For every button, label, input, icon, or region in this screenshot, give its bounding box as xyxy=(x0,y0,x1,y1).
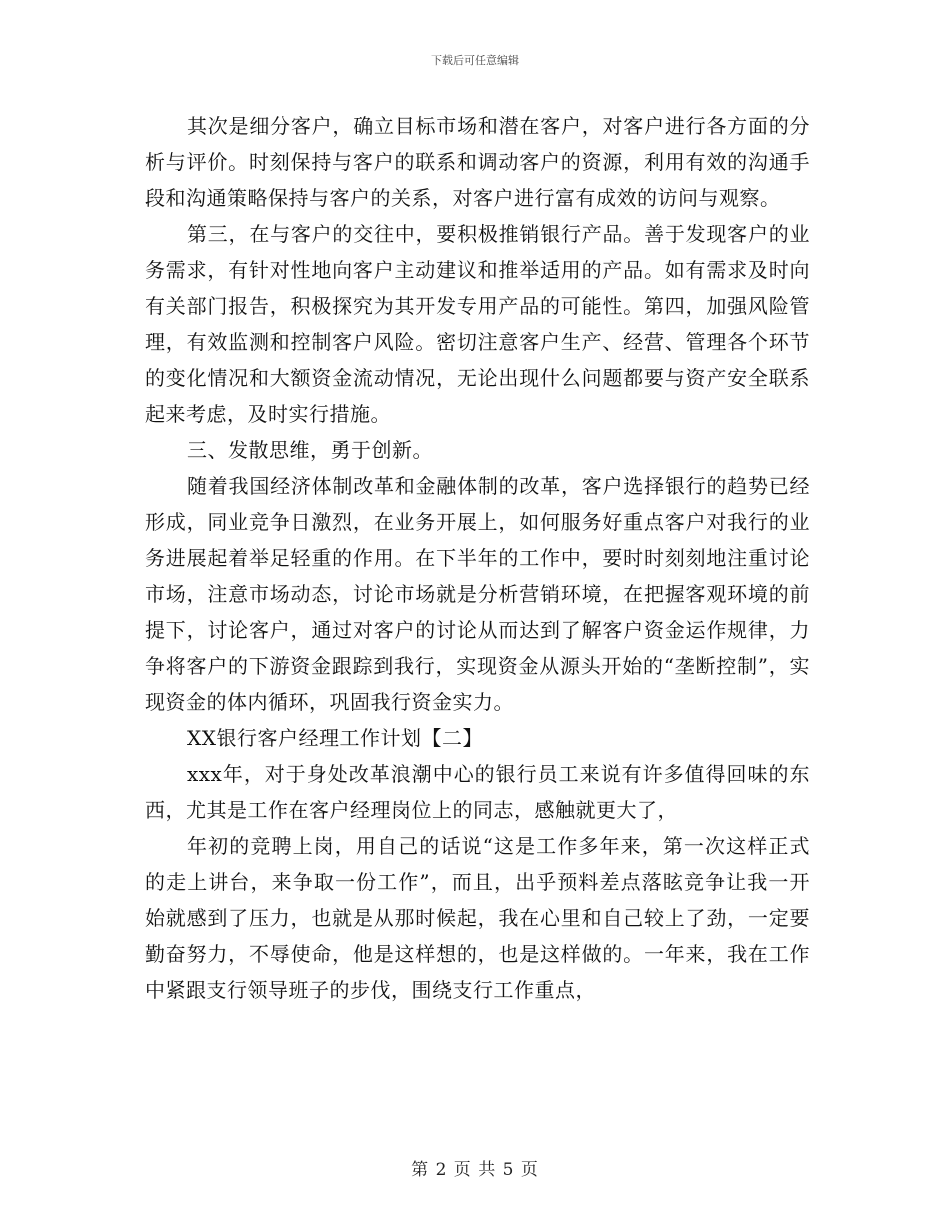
paragraph-5: 年初的竞聘上岗，用自己的话说“这是工作多年来，第一次这样正式的走上讲台，来争取一份工作”，而且，出乎预料差点落眩竞争让我一开始就感到了压力，也就是从那时候起，我在心里和自己较上了劲，一定要勤奋努力，不辱使命，他是这样想的，也是这样做的。一年来，我在工作中紧跟支行领导班子的步伐，围绕支行工作重点， xyxy=(145,834,810,1002)
document-body xyxy=(145,108,810,1008)
paragraph-1: 其次是细分客户，确立目标市场和潜在客户，对客户进行各方面的分析与评价。时刻保持与客户的联系和调动客户的资源，利用有效的沟通手段和沟通策略保持与客户的关系，对客户进行富有成效的访问与观察。 xyxy=(145,114,810,210)
page-number: 第 2 页 共 5 页 xyxy=(411,1160,539,1180)
section-heading: 三、发散思维，勇于创新。 xyxy=(187,438,433,462)
paragraph-3: 随着我国经济体制改革和金融体制的改革，客户选择银行的趋势已经形成，同业竞争日激烈，在业务开展上，如何服务好重点客户对我行的业务进展起着举足轻重的作用。在下半年的工作中，要时时刻刻地注重讨论市场，注意市场动态，讨论市场就是分析营销环境，在把握客观环境的前提下，讨论客户，通过对客户的讨论从而达到了解客户资金运作规律，力争将客户的下游资金跟踪到我行，实现资金从源头开始的“垄断控制”，实现资金的体内循环，巩固我行资金实力。 xyxy=(145,474,810,714)
paragraph-2: 第三，在与客户的交往中，要积极推销银行产品。善于发现客户的业务需求，有针对性地向客户主动建议和推举适用的产品。如有需求及时向有关部门报告，积极探究为其开发专用产品的可能性。第四，加强风险管理，有效监测和控制客户风险。密切注意客户生产、经营、管理各个环节的变化情况和大额资金流动情况，无论出现什么问题都要与资产安全联系起来考虑，及时实行措施。 xyxy=(145,222,810,426)
page-header-note: 下载后可任意编辑 xyxy=(431,54,519,67)
document-subtitle: XX银行客户经理工作计划【二】 xyxy=(187,726,483,750)
paragraph-4: xxx年，对于身处改革浪潮中心的银行员工来说有许多值得回味的东西，尤其是工作在客户经理岗位上的同志，感触就更大了， xyxy=(145,762,810,822)
